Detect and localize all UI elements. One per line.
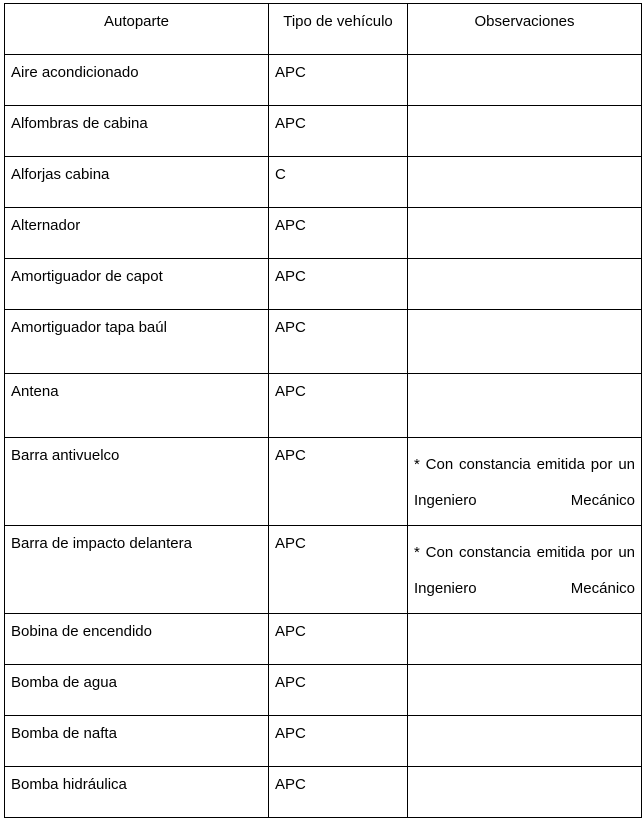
- cell-part: Alfombras de cabina: [5, 106, 269, 157]
- cell-observations: [408, 55, 642, 106]
- cell-vehicle-type: APC: [269, 767, 408, 818]
- cell-observations: [408, 374, 642, 438]
- cell-vehicle-type: APC: [269, 614, 408, 665]
- observation-text: * Con constancia emitida por un Ingeniero Mecánico: [414, 544, 635, 597]
- table-row: [5, 259, 642, 310]
- cell-observations: [408, 438, 642, 526]
- cell-observations: [408, 716, 642, 767]
- observation-text: * Con constancia emitida por un Ingeniero Mecánico: [414, 456, 635, 509]
- table-row: [5, 208, 642, 259]
- table-row: [5, 310, 642, 374]
- cell-vehicle-type: APC: [269, 665, 408, 716]
- table-row: [5, 438, 642, 526]
- table-row: [5, 614, 642, 665]
- cell-part: Bomba hidráulica: [5, 767, 269, 818]
- cell-observations: [408, 157, 642, 208]
- header-vehicle-type: Tipo de vehículo: [269, 4, 408, 55]
- cell-vehicle-type: APC: [269, 259, 408, 310]
- autoparts-table: [4, 3, 642, 818]
- header-part: Autoparte: [5, 4, 269, 55]
- table-row: [5, 106, 642, 157]
- cell-vehicle-type: APC: [269, 310, 408, 374]
- cell-vehicle-type: APC: [269, 716, 408, 767]
- table-row: [5, 716, 642, 767]
- cell-observations: [408, 310, 642, 374]
- cell-part: Amortiguador tapa baúl: [5, 310, 269, 374]
- cell-observations: [408, 106, 642, 157]
- cell-observations: [408, 259, 642, 310]
- cell-part: Barra antivuelco: [5, 438, 269, 526]
- cell-observations: [408, 665, 642, 716]
- cell-part: Bomba de nafta: [5, 716, 269, 767]
- table-row: [5, 157, 642, 208]
- cell-observations: [408, 208, 642, 259]
- cell-vehicle-type: C: [269, 157, 408, 208]
- cell-part: Alforjas cabina: [5, 157, 269, 208]
- cell-part: Alternador: [5, 208, 269, 259]
- cell-vehicle-type: APC: [269, 526, 408, 614]
- cell-observations: [408, 614, 642, 665]
- cell-part: Bobina de encendido: [5, 614, 269, 665]
- header-observations: Observaciones: [408, 4, 642, 55]
- cell-observations: [408, 526, 642, 614]
- cell-part: Aire acondicionado: [5, 55, 269, 106]
- table-row: [5, 374, 642, 438]
- table-row: [5, 665, 642, 716]
- cell-part: Barra de impacto delantera: [5, 526, 269, 614]
- cell-vehicle-type: APC: [269, 55, 408, 106]
- cell-part: Antena: [5, 374, 269, 438]
- cell-vehicle-type: APC: [269, 208, 408, 259]
- cell-vehicle-type: APC: [269, 106, 408, 157]
- table-row: [5, 55, 642, 106]
- cell-observations: [408, 767, 642, 818]
- cell-vehicle-type: APC: [269, 374, 408, 438]
- header-row: [5, 4, 642, 55]
- cell-part: Bomba de agua: [5, 665, 269, 716]
- table-row: [5, 767, 642, 818]
- cell-vehicle-type: APC: [269, 438, 408, 526]
- cell-part: Amortiguador de capot: [5, 259, 269, 310]
- table-row: [5, 526, 642, 614]
